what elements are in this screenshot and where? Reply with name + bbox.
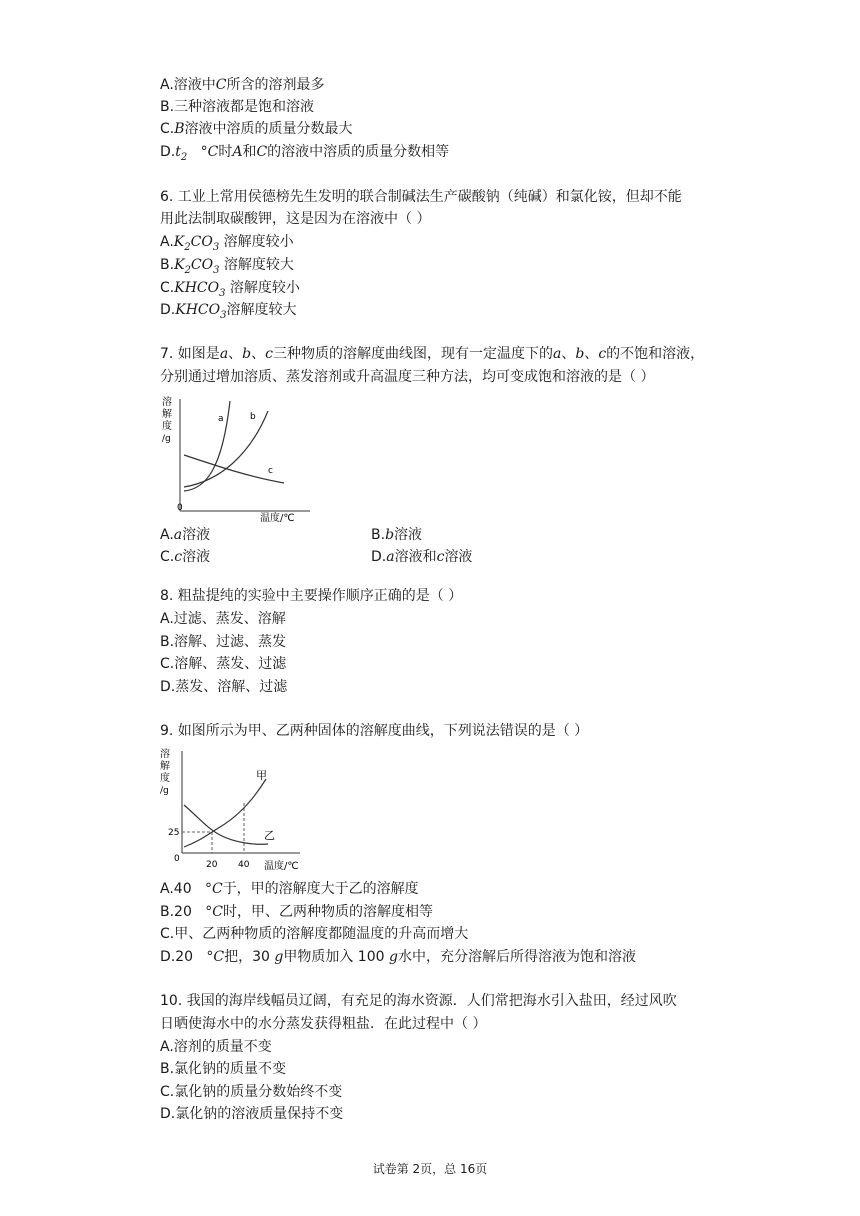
math-var: a [219, 346, 229, 362]
q7-option-b [371, 524, 422, 546]
math-var: C [211, 881, 223, 897]
text: 溶解度较小 [225, 280, 300, 296]
subscript: 2 [184, 264, 191, 276]
q8-option-a: A.过滤、蒸发、溶解 [160, 611, 286, 627]
text: 溶液 [182, 549, 211, 565]
y-axis-label-char: 解 [160, 761, 170, 772]
text: C. [160, 549, 175, 565]
x-axis-label: 温度/℃ [264, 861, 299, 872]
y-axis-label-char: 解 [162, 409, 172, 420]
text: 溶液 [444, 549, 473, 565]
q10-option-c: C.氯化钠的质量分数始终不变 [160, 1084, 343, 1100]
text: 、 [251, 346, 266, 362]
degree-sign: ° [200, 144, 208, 160]
q8-option-b: B.溶解、过滤、蒸发 [160, 634, 287, 650]
q6-option-d [160, 299, 296, 327]
text: 时 [218, 144, 233, 160]
x-tick-40: 40 [238, 860, 250, 870]
q7-stem-line2: 分别通过增加溶质、蒸发溶剂或升高温度三种方法，均可变成饱和溶液的是（ ） [160, 369, 655, 385]
q5-option-d [160, 141, 449, 169]
q8-option-c: C.溶解、蒸发、过滤 [160, 656, 287, 672]
curve-a-label: a [218, 414, 224, 424]
math-var: c [265, 346, 273, 362]
q7-option-c [160, 546, 210, 568]
q5-option-c [160, 118, 353, 140]
q6-stem-line2: 用此法制取碳酸钾，这是因为在溶液中（ ） [160, 211, 431, 227]
q7-solubility-figure [160, 393, 320, 525]
q8-stem: 8. 粗盐提纯的实验中主要操作顺序正确的是（ ） [160, 588, 463, 604]
math-var: B [174, 121, 185, 137]
math-var: b [575, 346, 585, 362]
math-var: a [386, 549, 395, 565]
text: D. [160, 302, 176, 318]
text: 于，甲的溶解度大于乙的溶解度 [222, 881, 419, 897]
q5-option-a [160, 74, 325, 96]
math-var: C [212, 904, 223, 920]
y-axis-label-char: 溶 [162, 397, 172, 408]
curve-b-label: b [250, 412, 256, 422]
q5-option-b: B.三种溶液都是饱和溶液 [160, 99, 315, 115]
page-total: 16 [460, 1162, 476, 1176]
text: 的不饱和溶液， [606, 346, 705, 362]
y-axis-label-char: 溶 [160, 749, 170, 760]
math-var: a [552, 346, 562, 362]
text: 水中，充分溶解后所得溶液为饱和溶液 [397, 949, 636, 965]
text: 、 [584, 346, 599, 362]
text: 把，30 [224, 949, 275, 965]
subscript: 3 [213, 264, 220, 276]
y-axis-label-char: /g [162, 434, 171, 444]
degree-sign: ° [204, 881, 212, 897]
y-axis-label-char: 度 [160, 773, 170, 784]
text: 页 [475, 1162, 488, 1176]
text: 溶解度较大 [226, 302, 297, 318]
curve-b [184, 411, 268, 487]
math-var: C [213, 949, 225, 965]
q9-option-c: C.甲、乙两种物质的溶解度都随温度的升高而增大 [160, 926, 469, 942]
text: C. [160, 121, 175, 137]
math-var: c [598, 346, 607, 362]
x-tick-20: 20 [206, 860, 218, 870]
text: 三种物质的溶解度曲线图，现有一定温度下的 [272, 346, 553, 362]
formula: CO [190, 234, 213, 250]
text: B.20 [160, 904, 192, 920]
q10-stem-line2: 日晒使海水中的水分蒸发获得粗盐．在此过程中（ ） [160, 1016, 487, 1032]
math-var: C [256, 144, 268, 160]
text: A.溶液中 [160, 77, 216, 93]
subscript: 3 [220, 309, 227, 321]
math-var: g [388, 949, 398, 965]
math-var: A [232, 144, 243, 160]
q9-option-b [160, 901, 433, 923]
degree-sign: ° [206, 949, 214, 965]
q7-stem-line1 [160, 343, 704, 365]
math-var: b [242, 346, 252, 362]
text: 甲物质加入 100 [283, 949, 389, 965]
curve-jia-label: 甲 [256, 769, 267, 782]
subscript: 3 [212, 241, 220, 253]
subscript: 3 [219, 287, 226, 299]
q7-option-a [160, 524, 210, 546]
q9-solubility-figure [160, 745, 310, 877]
text: A. [160, 527, 174, 543]
text: 的溶液中溶质的质量分数相等 [267, 144, 450, 160]
q8-option-d: D.蒸发、溶解、过滤 [160, 679, 288, 695]
formula: CO [190, 257, 214, 273]
x-axis-label: 温度/℃ [260, 513, 295, 524]
y-axis-label-char: 度 [162, 421, 172, 432]
origin-label: 0 [177, 503, 183, 513]
text: 溶液中溶质的质量分数最大 [184, 121, 353, 137]
curve-yi-label: 乙 [264, 829, 275, 842]
formula: KHCO [174, 280, 220, 296]
text: 溶液和 [394, 549, 437, 565]
text: 溶液 [182, 527, 211, 543]
text: 试卷第 [372, 1162, 413, 1176]
q6-stem-line1: 6. 工业上常用侯德榜先生发明的联合制碱法生产碳酸钠（纯碱）和氯化铵，但却不能 [160, 189, 682, 205]
text: 溶解度较大 [219, 257, 294, 273]
text: 溶解度较小 [219, 234, 294, 250]
text: B. [160, 257, 175, 273]
text: 所含的溶剂最多 [226, 77, 325, 93]
math-var: t [175, 144, 181, 160]
math-var: c [174, 549, 183, 565]
text: 、 [228, 346, 243, 362]
q10-option-d: D.氯化钠的溶液质量保持不变 [160, 1106, 344, 1122]
page-number: 2 [412, 1162, 421, 1176]
text: 、 [561, 346, 576, 362]
curve-yi [184, 805, 268, 844]
y-tick-25: 25 [168, 828, 180, 838]
text: B. [371, 527, 386, 543]
text: 7. 如图是 [160, 346, 220, 362]
text: 溶液 [394, 527, 423, 543]
degree-sign: ° [205, 904, 213, 920]
text: C. [160, 280, 175, 296]
formula: K [174, 257, 185, 273]
math-var: C [215, 77, 227, 93]
math-var: c [436, 549, 445, 565]
q10-stem-line1: 10. 我国的海岸线幅员辽阔，有充足的海水资源．人们常把海水引入盐田，经过风吹 [160, 993, 677, 1009]
subscript: 2 [180, 151, 188, 163]
subscript: 2 [184, 241, 191, 253]
page-footer [0, 1160, 860, 1177]
text: D.20 [160, 949, 194, 965]
y-axis-label-char: /g [160, 786, 169, 796]
text: 页，总 [420, 1162, 460, 1176]
q9-option-d [160, 946, 636, 968]
q10-option-a: A.溶剂的质量不变 [160, 1039, 272, 1055]
curve-c-label: c [268, 466, 273, 476]
math-var: a [173, 527, 183, 543]
math-var: b [385, 527, 395, 543]
text: D. [371, 549, 387, 565]
q9-option-a [160, 878, 419, 900]
q10-option-b: B.氯化钠的质量不变 [160, 1061, 287, 1077]
math-var: g [274, 949, 284, 965]
text: A. [160, 234, 174, 250]
formula: KHCO [175, 302, 221, 318]
text: 时，甲、乙两种物质的溶解度相等 [222, 904, 433, 920]
text: 和 [242, 144, 257, 160]
formula: K [173, 234, 185, 250]
q9-stem: 9. 如图所示为甲、乙两种固体的溶解度曲线，下列说法错误的是（ ） [160, 723, 589, 739]
text: A.40 [160, 881, 192, 897]
text: D. [160, 144, 176, 160]
math-var: C [207, 144, 219, 160]
q7-option-d [371, 546, 472, 568]
origin-label: 0 [174, 854, 180, 864]
